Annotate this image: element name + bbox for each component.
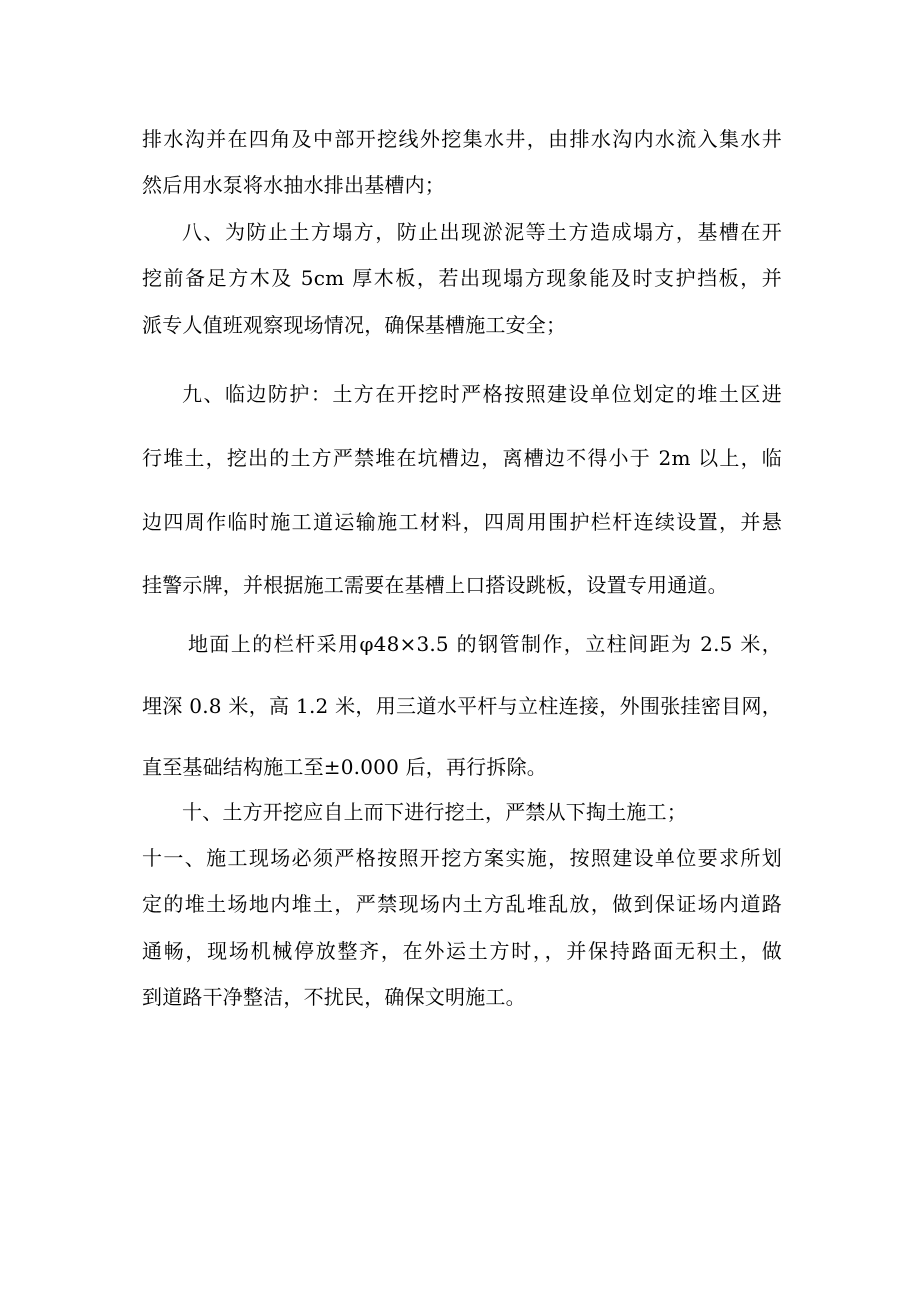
- text-line: 地面上的栏杆采用φ48×3.5 的钢管制作，立柱间距为 2.5 米，: [188, 632, 782, 656]
- text-line: 排水沟并在四角及中部开挖线外挖集水井，由排水沟内水流入集水井: [142, 127, 782, 151]
- text-line: 定的堆土场地内堆土，严禁现场内土方乱堆乱放，做到保证场内道路: [142, 892, 782, 916]
- text-line: 挂警示牌，并根据施工需要在基槽上口搭设跳板，设置专用通道。: [142, 573, 728, 597]
- text-line: 通畅，现场机械停放整齐，在外运土方时，，并保持路面无积土，做: [142, 939, 782, 963]
- text-line: 到道路干净整洁，不扰民，确保文明施工。: [142, 985, 526, 1009]
- text-line: 直至基础结构施工至±0.000 后，再行拆除。: [142, 755, 547, 779]
- text-line: 八、为防止土方塌方，防止出现淤泥等土方造成塌方，基槽在开: [182, 220, 782, 244]
- text-line: 九、临边防护：土方在开挖时严格按照建设单位划定的堆土区进: [182, 382, 782, 406]
- text-line: 十一、施工现场必须严格按照开挖方案实施，按照建设单位要求所划: [142, 846, 782, 870]
- text-line: 行堆土，挖出的土方严禁堆在坑槽边，离槽边不得小于 2m 以上，临: [142, 446, 782, 470]
- text-line: 边四周作临时施工道运输施工材料，四周用围护栏杆连续设置，并悬: [142, 510, 782, 534]
- text-line: 然后用水泵将水抽水排出基槽内；: [142, 173, 445, 197]
- text-line: 埋深 0.8 米，高 1.2 米，用三道水平杆与立柱连接，外围张挂密目网，: [142, 694, 782, 718]
- text-line: 十、土方开挖应自上而下进行挖土，严禁从下掏土施工；: [182, 800, 687, 824]
- text-line: 挖前备足方木及 5cm 厚木板，若出现塌方现象能及时支护挡板，并: [142, 266, 782, 290]
- text-line: 派专人值班观察现场情况，确保基槽施工安全；: [142, 313, 567, 337]
